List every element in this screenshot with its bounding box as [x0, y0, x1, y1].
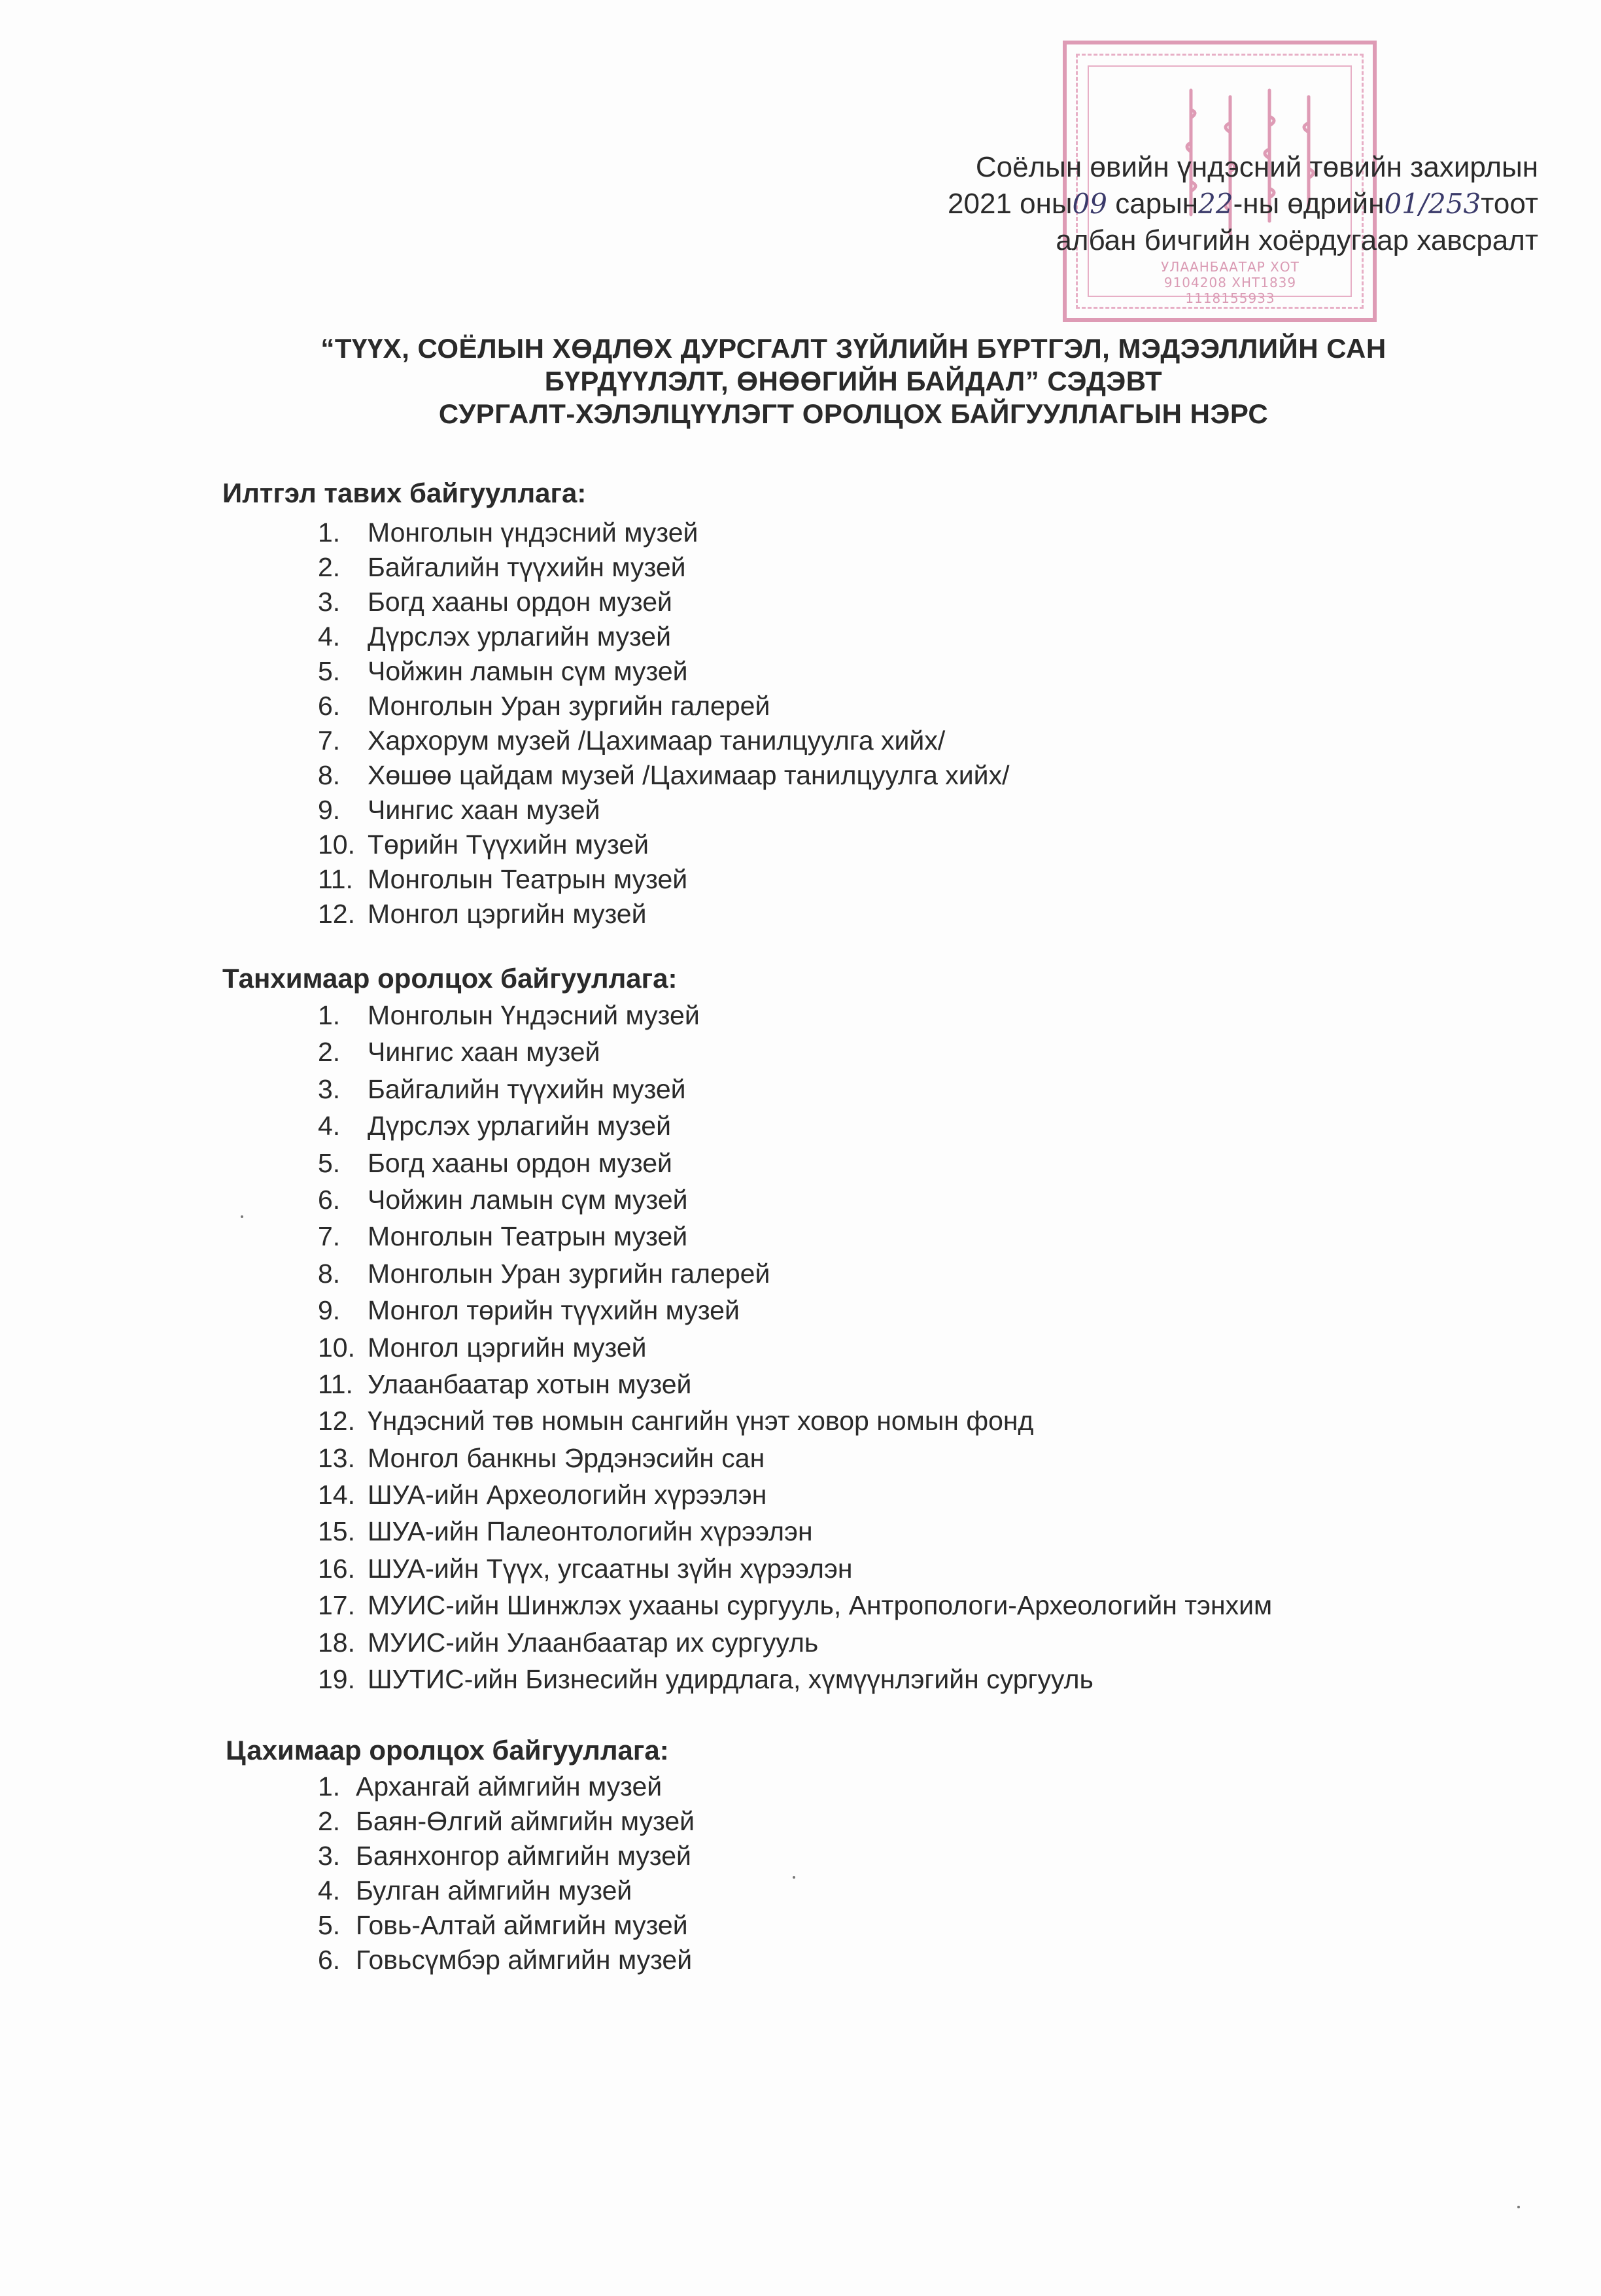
- handwritten-month: 09: [1072, 188, 1107, 220]
- list-item: 6. Монголын Уран зургийн галерей: [318, 691, 770, 721]
- list-item: 13. Монгол банкны Эрдэнэсийн сан: [318, 1442, 765, 1473]
- list-item: 12. Үндэсний төв номын сангийн үнэт ховор номын фонд: [318, 1406, 1034, 1436]
- list-item: 2. Байгалийн түүхийн музей: [318, 552, 686, 582]
- list-item: 16. ШУА-ийн Түүх, угсаатны зүйн хүрээлэн: [318, 1553, 853, 1584]
- section-heading-presenters: Илтгэл тавих байгууллага:: [222, 478, 587, 508]
- handwritten-letter-number: 01/253: [1384, 188, 1481, 220]
- list-item: 15. ШУА-ийн Палеонтологийн хүрээлэн: [318, 1516, 813, 1547]
- presenters-list: [318, 515, 1009, 931]
- list-item: 11. Монголын Театрын музей: [318, 864, 688, 894]
- reference-line-2: [948, 186, 1538, 222]
- list-item: 11. Улаанбаатар хотын музей: [318, 1368, 692, 1399]
- scan-speck: [241, 1215, 243, 1218]
- section-heading-in-person: Танхимаар оролцох байгууллага:: [222, 963, 678, 994]
- list-item: 19. ШУТИС-ийн Бизнесийн удирдлага, хүмүүнлэгийн сургууль: [318, 1664, 1093, 1695]
- in-person-list: [318, 997, 1272, 1697]
- reference-line-1: Соёлын өвийн үндэсний төвийн захирлын: [975, 151, 1538, 183]
- stamp-code-text: 9104208 ХНТ1839: [1163, 275, 1297, 290]
- title-line-2: БҮРДҮҮЛЭЛТ, ӨНӨӨГИЙН БАЙДАЛ” СЭДЭВТ: [544, 366, 1163, 396]
- scan-speck: [793, 1876, 795, 1879]
- list-item: 7. Монголын Театрын музей: [318, 1221, 688, 1252]
- list-item: 12. Монгол цэргийн музей: [318, 899, 647, 929]
- list-item: 4. Булган аймгийн музей: [318, 1875, 632, 1905]
- list-item: 5. Чойжин ламын сүм музей: [318, 656, 688, 686]
- list-item: 1. Монголын Үндэсний музей: [318, 1000, 700, 1030]
- list-item: 3. Баянхонгор аймгийн музей: [318, 1841, 691, 1871]
- stamp-city-text: УЛААНБААТАР ХОТ: [1161, 259, 1300, 275]
- list-item: 14. ШУА-ийн Археологийн хүрээлэн: [318, 1480, 767, 1510]
- list-item: 2. Баян-Өлгий аймгийн музей: [318, 1806, 695, 1836]
- section-heading-online: Цахимаар оролцох байгууллага:: [226, 1735, 669, 1765]
- list-item: 5. Богд хааны ордон музей: [318, 1147, 672, 1178]
- list-item: 4. Дүрслэх урлагийн музей: [318, 1111, 671, 1141]
- list-item: 17. МУИС-ийн Шинжлэх ухааны сургууль, Антропологи-Археологийн тэнхим: [318, 1590, 1273, 1621]
- list-item: 8. Монголын Уран зургийн галерей: [318, 1258, 770, 1289]
- list-item: 2. Чингис хаан музей: [318, 1037, 600, 1068]
- stamp-register-text: 1118155933: [1185, 290, 1275, 306]
- list-item: 9. Чингис хаан музей: [318, 795, 600, 825]
- title-line-1: “ТҮҮХ, СОЁЛЫН ХӨДЛӨХ ДУРСГАЛТ ЗҮЙЛИЙН БҮРТГЭЛ, МЭДЭЭЛЛИЙН САН: [320, 333, 1386, 364]
- number-suffix: тоот: [1481, 188, 1538, 220]
- day-label: -ны өдрийн: [1233, 188, 1385, 220]
- reference-line-3: албан бичгийн хоёрдугаар хавсралт: [1056, 224, 1538, 256]
- list-item: 3. Байгалийн түүхийн музей: [318, 1073, 686, 1104]
- year-label: 2021 оны: [948, 188, 1073, 220]
- list-item: 10. Төрийн Түүхийн музей: [318, 829, 649, 860]
- month-label: сарын: [1115, 188, 1199, 220]
- list-item: 6. Чойжин ламын сүм музей: [318, 1184, 688, 1215]
- list-item: 9. Монгол төрийн түүхийн музей: [318, 1295, 740, 1326]
- letter-reference: [948, 149, 1538, 259]
- online-list: [318, 1769, 695, 1977]
- list-item: 1. Архангай аймгийн музей: [318, 1771, 663, 1801]
- document-title: [216, 332, 1491, 430]
- list-item: 1. Монголын үндэсний музей: [318, 517, 698, 548]
- list-item: 8. Хөшөө цайдам музей /Цахимаар танилцуулга хийх/: [318, 760, 1010, 790]
- list-item: 7. Хархорум музей /Цахимаар танилцуулга хийх/: [318, 725, 946, 756]
- list-item: 6. Говьсүмбэр аймгийн музей: [318, 1945, 693, 1975]
- handwritten-day: 22: [1198, 188, 1233, 220]
- list-item: 10. Монгол цэргийн музей: [318, 1332, 647, 1363]
- scan-speck: [1517, 2206, 1520, 2208]
- list-item: 5. Говь-Алтай аймгийн музей: [318, 1910, 688, 1940]
- title-line-3: СУРГАЛТ-ХЭЛЭЛЦҮҮЛЭГТ ОРОЛЦОХ БАЙГУУЛЛАГЫН НЭРС: [438, 398, 1269, 429]
- list-item: 18. МУИС-ийн Улаанбаатар их сургууль: [318, 1627, 819, 1658]
- list-item: 3. Богд хааны ордон музей: [318, 587, 672, 617]
- list-item: 4. Дүрслэх урлагийн музей: [318, 621, 671, 652]
